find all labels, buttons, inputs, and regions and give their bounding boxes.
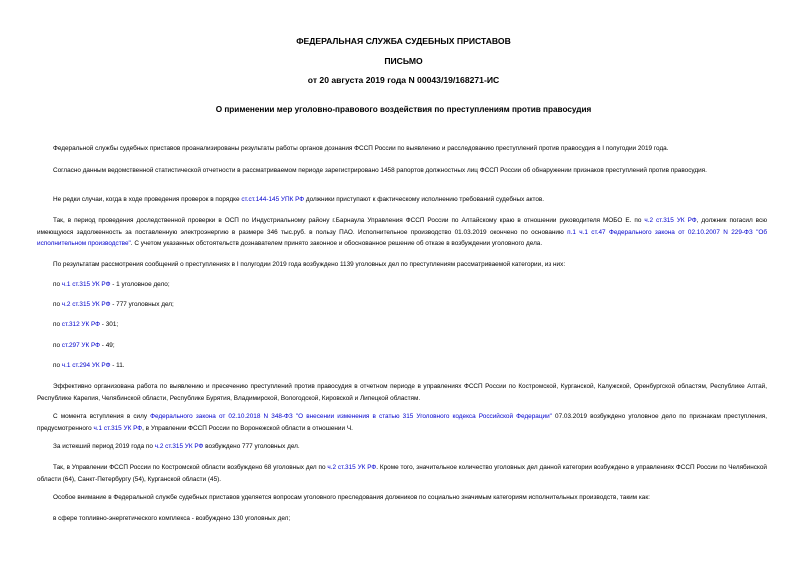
paragraph-text: За истекший период 2019 года по xyxy=(53,443,155,450)
paragraph: По результатам рассмотрения сообщений о преступлениях в I полугодии 2019 года возбуждено 1139 уголовных дел по преступлениям рассматриваемой категории, из них: xyxy=(53,261,566,268)
law-link[interactable]: ст.297 УК РФ xyxy=(61,342,101,349)
law-link[interactable]: ч.1 ст.294 УК РФ xyxy=(61,362,111,369)
document-type: ПИСЬМО xyxy=(384,56,423,66)
paragraph xyxy=(37,215,767,250)
paragraph-text: возбуждено 777 уголовных дел. xyxy=(203,443,300,450)
law-link[interactable]: ст.312 УК РФ xyxy=(61,321,101,328)
paragraph-text: С момента вступления в силу xyxy=(53,413,151,420)
paragraph-text: 07.03.2019 возбуждено уголовное дело по признакам преступления, предусмотренного xyxy=(37,413,767,432)
paragraph xyxy=(37,462,767,485)
list-item: по ст.297 УК РФ - 49; xyxy=(53,342,115,349)
paragraph xyxy=(37,411,767,434)
law-link[interactable]: п.1 ч.1 ст.47 Федерального закона от 02.10.2007 N 229-ФЗ "Об исполнительном производстве" xyxy=(37,228,767,247)
law-link[interactable]: ч.2 ст.315 УК РФ xyxy=(327,464,377,471)
paragraph-text: должники приступают к фактическому исполнению требований судебных актов. xyxy=(304,196,545,203)
list-item: по ч.2 ст.315 УК РФ - 777 уголовных дел; xyxy=(53,301,174,308)
paragraph: Федеральной службы судебных приставов проанализированы результаты работы органов дознания ФССП России по выявлению и расследованию преступлений против правосудия в I полугодии 2019 года. xyxy=(53,145,669,152)
law-link[interactable]: ч.2 ст.315 УК РФ xyxy=(154,443,204,450)
law-link[interactable]: ст.ст.144-145 УПК РФ xyxy=(241,196,305,203)
document-date-number: от 20 августа 2019 года N 00043/19/168271-ИС xyxy=(307,75,500,85)
law-link[interactable]: ч.2 ст.315 УК РФ xyxy=(644,217,697,224)
law-link[interactable]: ч.1 ст.315 УК РФ xyxy=(61,281,111,288)
paragraph-text: , должник погасил всю имеющуюся задолженность за поставленную электроэнергию в размере 346 тыс.руб. в пользу ПАО. Исполнительное производство 01.03.2019 окончено по основанию xyxy=(37,217,767,236)
paragraph: в сфере топливно-энергетического комплекса - возбуждено 130 уголовных дел; xyxy=(53,515,291,522)
law-link[interactable]: ч.1 ст.315 УК РФ xyxy=(93,424,143,432)
list-item: по ст.312 УК РФ - 301; xyxy=(53,321,119,328)
paragraph: Особое внимание в Федеральной службе судебных приставов уделяется вопросам уголовного преследования должников по социально значимым категориям исполнительных производств, таким как: xyxy=(53,494,650,501)
paragraph xyxy=(37,441,767,453)
list-item: по ч.1 ст.315 УК РФ - 1 уголовное дело; xyxy=(53,281,170,288)
organization-name: ФЕДЕРАЛЬНАЯ СЛУЖБА СУДЕБНЫХ ПРИСТАВОВ xyxy=(296,36,511,46)
list-item: по ч.1 ст.294 УК РФ - 11. xyxy=(53,362,125,369)
paragraph-text: Так, в период проведения доследственной проверки в ОСП по Индустриальному району г.Барнаула Управления ФССП России по Алтайскому краю в отношении руководителя МОБО Е. по xyxy=(53,217,645,224)
paragraph-text: . Кроме того, значительное количество уголовных дел данной категории возбуждено в управлениях ФССП России по Челябинской области (64), Санкт-Петербургу (54), Курганской области (45). xyxy=(37,464,767,483)
paragraph: Согласно данным ведомственной статистической отчетности в рассматриваемом периоде зарегистрировано 1458 рапортов должностных лиц ФССП России об обнаружении признаков преступлений против правосудия. xyxy=(53,167,707,174)
paragraph-text: Не редки случаи, когда в ходе проведения проверок в порядке xyxy=(53,196,242,203)
document-title: О применении мер уголовно-правового воздействия по преступлениям против правосудия xyxy=(215,105,592,114)
paragraph-text: Так, в Управлении ФССП России по Костромской области возбуждено 68 уголовных дел по xyxy=(53,464,328,471)
paragraph-text: . С учетом указанных обстоятельств дознавателем принято законное и обоснованное решение об отказе в возбуждении уголовного дела. xyxy=(130,240,543,247)
law-link[interactable]: ч.2 ст.315 УК РФ xyxy=(61,301,111,308)
paragraph xyxy=(37,194,767,206)
paragraph: Эффективно организована работа по выявлению и пресечению преступлений против правосудия в отчетном периоде в управлениях ФССП России по Костромской, Курганской, Калужской, Оренбургской областям, Республике Алтай, Республике Карелия, Челябинской области, Республике Бурятия, Владимирской, Вологодской, Кировской и Липецкой областям. xyxy=(37,383,767,402)
paragraph-text: , в Управлении ФССП России по Воронежской области в отношении Ч. xyxy=(142,424,353,432)
law-link[interactable]: Федерального закона от 02.10.2018 N 348-ФЗ "О внесении изменения в статью 315 Уголовного кодекса Российской Федерации" xyxy=(150,413,552,420)
